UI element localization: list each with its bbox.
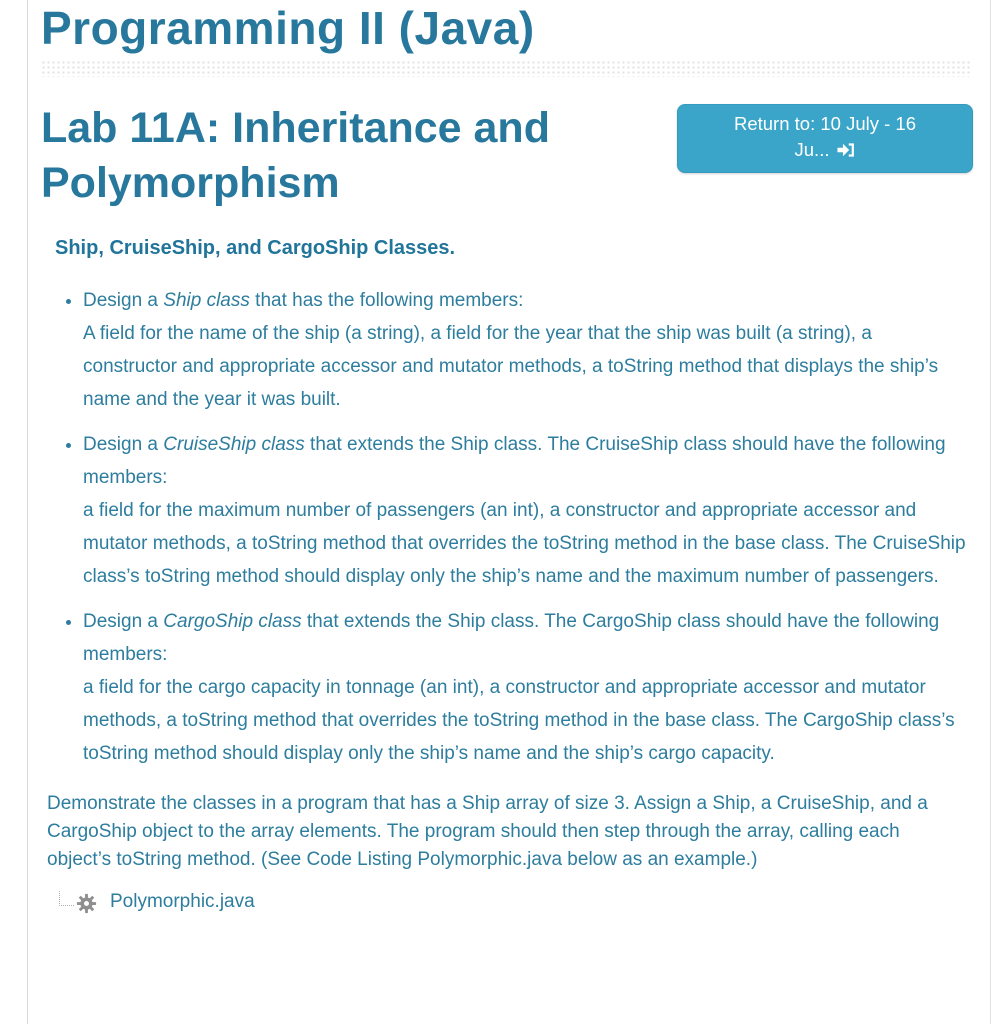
sign-in-arrow-icon — [836, 140, 855, 166]
return-button-line2: Ju... — [794, 138, 830, 160]
bullet-detail: a field for the cargo capacity in tonnage (an int), a constructor and appropriate accessor and mutator methods, a toString method that overrides the toString method in the base class. The CargoShip class’s toString method should display only the ship’s name and the ship’s cargo capacity. — [83, 676, 955, 764]
return-to-section-button[interactable] — [677, 104, 973, 173]
list-item-cargoship-class — [83, 605, 973, 770]
bullet-emphasis: Ship class — [163, 289, 250, 311]
bullet-detail: a field for the maximum number of passengers (an int), a constructor and appropriate accessor and mutator methods, a toString method that overrides the toString method in the base class. The CruiseShip class’s toString method should display only the ship’s name and the maximum number of passengers. — [83, 499, 966, 587]
bullet-emphasis: CargoShip class — [163, 610, 302, 632]
list-item-ship-class — [83, 284, 973, 416]
main-column — [28, 0, 990, 915]
requirements-list — [53, 284, 973, 770]
closing-paragraph: Demonstrate the classes in a program that has a Ship array of size 3. Assign a Ship, a CruiseShip, and a CargoShip object to the array elements. The program should then step through the array, calling each object’s toString method. (See Code Listing Polymorphic.java below as an example.) — [47, 792, 928, 870]
bullet-lead: Design a — [83, 610, 164, 632]
bullet-detail: A field for the name of the ship (a string), a field for the year that the ship was built (a string), a constructor and appropriate accessor and mutator methods, a toString method that displays the ship’s name and the year it was built. — [83, 322, 939, 410]
bullet-lead: Design a — [83, 289, 164, 311]
dotted-separator — [41, 60, 971, 77]
bullet-after: that extends the Ship class. The CargoShip class should have the following members: — [83, 610, 940, 665]
tree-branch-icon — [59, 891, 74, 906]
activity-description — [41, 237, 973, 915]
activity-title: Lab 11A: Inheritance and Polymorphism — [41, 103, 550, 207]
course-title: Programming II (Java) — [41, 2, 535, 54]
bullet-after: that extends the Ship class. The CruiseShip class should have the following members: — [83, 433, 946, 488]
activity-header — [41, 101, 973, 211]
list-item-cruiseship-class — [83, 428, 973, 593]
resource-row — [59, 888, 973, 915]
return-button-line1: Return to: 10 July - 16 — [733, 112, 916, 134]
bullet-lead: Design a — [83, 433, 164, 455]
resource-link-polymorphic-java[interactable]: Polymorphic.java — [110, 890, 255, 912]
bullet-after: that has the following members: — [249, 289, 524, 311]
bullet-emphasis: CruiseShip class — [163, 433, 305, 455]
gear-icon[interactable] — [75, 892, 98, 915]
right-border-rule — [990, 0, 991, 1024]
section-heading: Ship, CruiseShip, and CargoShip Classes. — [55, 236, 456, 259]
